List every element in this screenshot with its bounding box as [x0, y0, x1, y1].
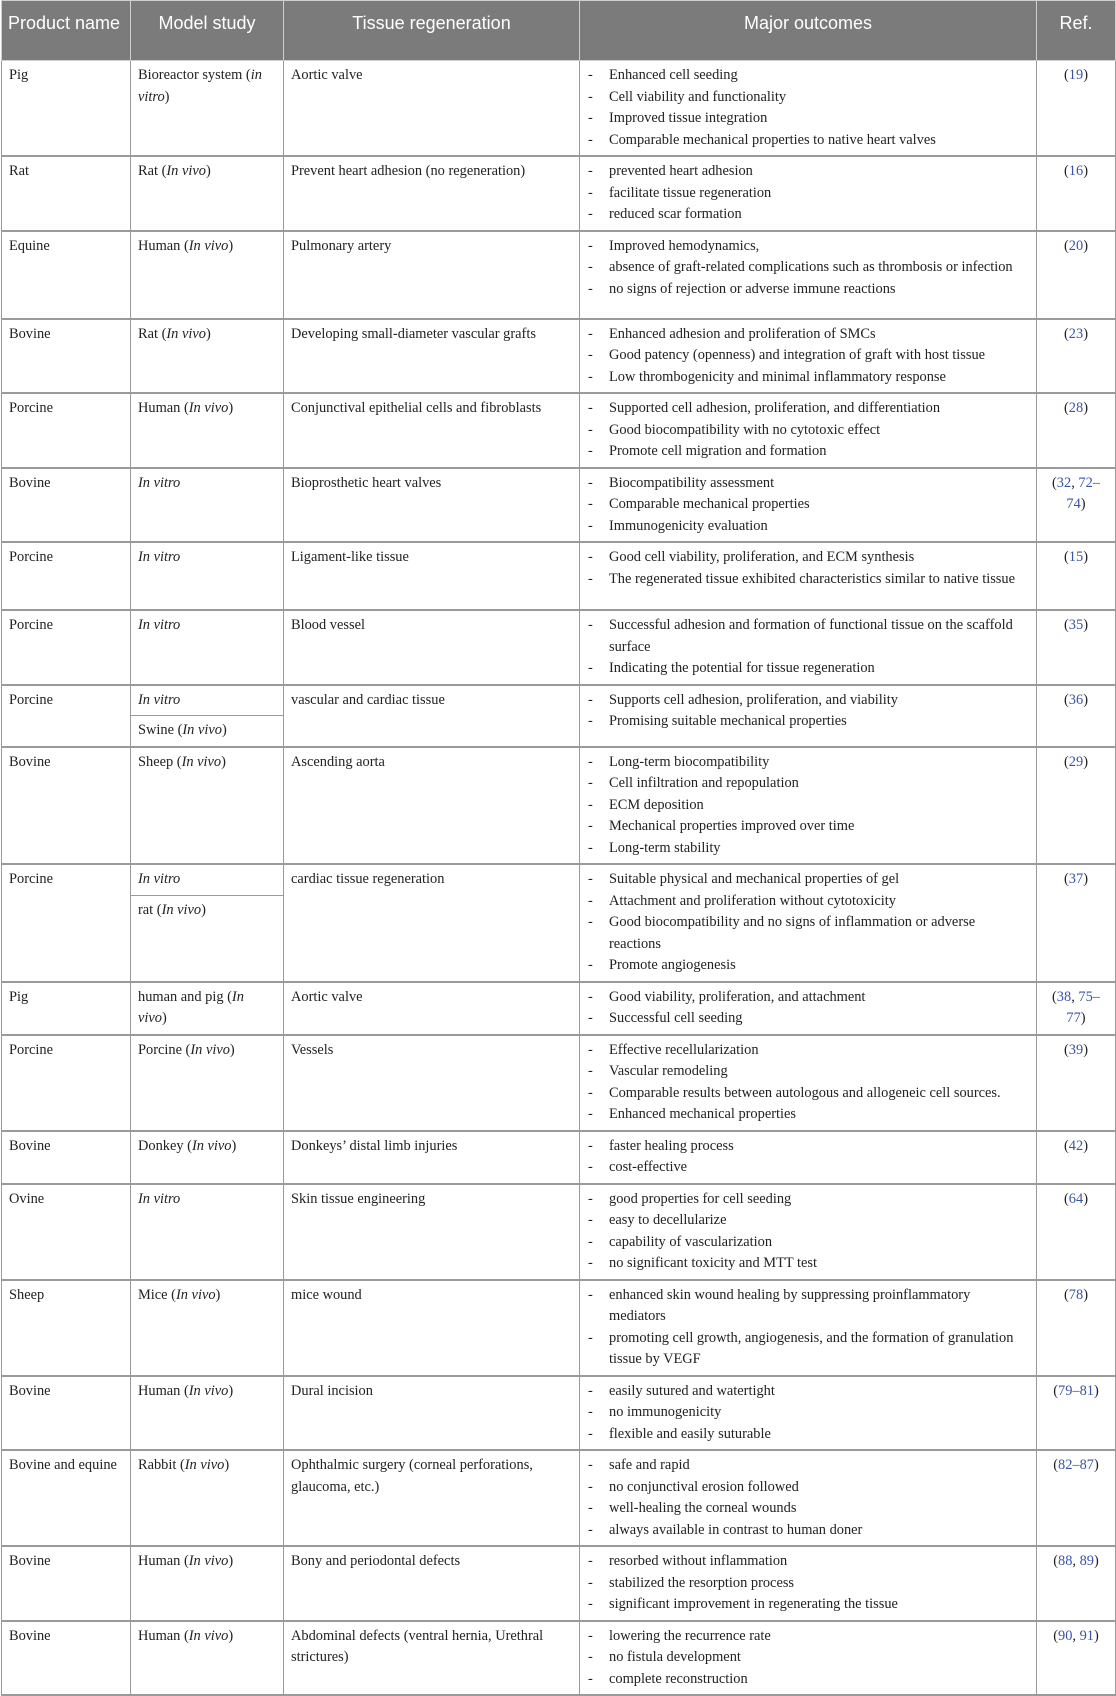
product-cell: Bovine: [2, 1131, 131, 1184]
product-cell: Pig: [2, 982, 131, 1035]
tissue-cell: Ligament-like tissue: [284, 542, 580, 610]
ref-link[interactable]: 82–87: [1058, 1457, 1094, 1473]
ref-cell: (15): [1037, 542, 1116, 610]
italic-text: In vivo: [190, 1041, 230, 1058]
italic-text: In vivo: [188, 1553, 229, 1569]
italic-text: In vivo: [188, 1627, 229, 1644]
outcomes-cell: [580, 542, 1037, 610]
model-cell: Mice (In vivo): [131, 1280, 284, 1376]
product-cell: Pig: [2, 61, 131, 157]
model-cell: Rat (In vivo): [131, 156, 284, 231]
table-row: [2, 1131, 1116, 1184]
table-row: [2, 61, 1116, 157]
outcomes-cell: [580, 1621, 1037, 1696]
italic-text: In vivo: [188, 237, 229, 254]
outcome-item: - no fistula development: [587, 1647, 1029, 1669]
outcome-item: - easy to decellularize: [587, 1210, 1029, 1232]
product-cell: Bovine: [2, 1546, 131, 1621]
outcome-item: - good properties for cell seeding: [587, 1189, 1029, 1211]
outcome-item: - Cell viability and functionality: [587, 87, 1029, 109]
model-cell: Swine (In vivo): [131, 716, 284, 747]
outcome-item: - Promote cell migration and formation: [587, 441, 1029, 463]
outcome-item: - faster healing process: [587, 1136, 1029, 1158]
ref-link[interactable]: 64: [1068, 1190, 1084, 1207]
table-header: [2, 1, 1116, 61]
tissue-cell: Skin tissue engineering: [284, 1184, 580, 1280]
table-row: [2, 1184, 1116, 1280]
italic-text: In vivo: [191, 1137, 232, 1154]
outcome-item: - Mechanical properties improved over time: [587, 816, 1029, 838]
outcomes-list: [587, 1626, 1029, 1691]
ref-link[interactable]: 16: [1068, 163, 1084, 179]
product-cell: Porcine: [2, 542, 131, 610]
product-cell: Porcine: [2, 864, 131, 982]
product-cell: Equine: [2, 231, 131, 319]
ref-link[interactable]: 88: [1058, 1553, 1073, 1569]
product-cell: Porcine: [2, 685, 131, 747]
table-row: [2, 156, 1116, 231]
product-cell: Rat: [2, 156, 131, 231]
product-cell: Ovine: [2, 1184, 131, 1280]
tissue-cell: Prevent heart adhesion (no regeneration): [284, 156, 580, 231]
model-cell: Porcine (In vivo): [131, 1035, 284, 1131]
ref-cell: (78): [1037, 1280, 1116, 1376]
outcomes-cell: [580, 231, 1037, 319]
ref-cell: (88, 89): [1037, 1546, 1116, 1621]
outcomes-cell: [580, 61, 1037, 157]
outcomes-cell: [580, 1376, 1037, 1451]
ref-link[interactable]: 20: [1068, 237, 1084, 254]
italic-text: In vivo: [184, 1457, 225, 1473]
ref-link[interactable]: 90: [1058, 1627, 1073, 1644]
outcome-item: - Effective recellularization: [587, 1040, 1029, 1062]
outcomes-cell: [580, 610, 1037, 685]
outcomes-cell: [580, 156, 1037, 231]
outcomes-list: [587, 324, 1029, 389]
outcome-item: - flexible and easily suturable: [587, 1424, 1029, 1446]
ref-link[interactable]: 37: [1068, 871, 1084, 887]
italic-text: In vivo: [166, 325, 206, 342]
model-cell: [131, 864, 284, 895]
italic-text: In vivo: [175, 1286, 216, 1303]
tissue-cell: vascular and cardiac tissue: [284, 685, 580, 747]
outcome-item: - reduced scar formation: [587, 204, 1029, 226]
model-cell: [131, 542, 284, 610]
ref-link[interactable]: 75–77: [1066, 988, 1100, 1026]
outcomes-list: [587, 161, 1029, 226]
outcome-item: - Cell infiltration and repopulation: [587, 773, 1029, 795]
outcome-item: - Comparable results between autologous and allogeneic cell sources.: [587, 1083, 1029, 1105]
ref-cell: (29): [1037, 747, 1116, 865]
tissue-cell: Ascending aorta: [284, 747, 580, 865]
header-ref: Ref.: [1037, 1, 1116, 61]
italic-text: In vitro: [138, 474, 181, 491]
tissue-cell: Dural incision: [284, 1376, 580, 1451]
outcome-item: - Low thrombogenicity and minimal inflammatory response: [587, 367, 1029, 389]
outcome-item: - facilitate tissue regeneration: [587, 183, 1029, 205]
model-cell: rat (In vivo): [131, 895, 284, 981]
outcomes-list: [587, 987, 1029, 1030]
outcome-item: - safe and rapid: [587, 1455, 1029, 1477]
ref-link[interactable]: 42: [1068, 1137, 1084, 1154]
outcomes-list: [587, 1455, 1029, 1541]
table-row: [2, 685, 1116, 716]
table-row: [2, 1035, 1116, 1131]
header-product: Product name: [2, 1, 131, 61]
outcomes-cell: [580, 468, 1037, 543]
outcomes-cell: [580, 1450, 1037, 1546]
ref-cell: (90, 91): [1037, 1621, 1116, 1696]
outcome-item: - Suitable physical and mechanical properties of gel: [587, 869, 1029, 891]
outcome-item: - Good cell viability, proliferation, and ECM synthesis: [587, 547, 1029, 569]
outcomes-list: [587, 398, 1029, 463]
ref-link[interactable]: 72–74: [1066, 474, 1100, 512]
ref-cell: (82–87): [1037, 1450, 1116, 1546]
outcomes-cell: [580, 864, 1037, 982]
ref-cell: (38, 75–77): [1037, 982, 1116, 1035]
model-cell: Human (In vivo): [131, 1546, 284, 1621]
header-model: Model study: [131, 1, 284, 61]
ref-cell: (20): [1037, 231, 1116, 319]
outcome-item: - prevented heart adhesion: [587, 161, 1029, 183]
italic-text: In vitro: [138, 691, 181, 708]
model-cell: Human (In vivo): [131, 1621, 284, 1696]
product-cell: Bovine: [2, 319, 131, 394]
outcome-item: - Vascular remodeling: [587, 1061, 1029, 1083]
model-cell: [131, 1184, 284, 1280]
table-row: [2, 1376, 1116, 1451]
outcome-item: - Improved tissue integration: [587, 108, 1029, 130]
tissue-cell: Ophthalmic surgery (corneal perforations, glaucoma, etc.): [284, 1450, 580, 1546]
outcomes-cell: [580, 747, 1037, 865]
outcome-item: - absence of graft-related complications such as thrombosis or infection: [587, 257, 1029, 279]
model-cell: Human (In vivo): [131, 393, 284, 468]
outcomes-list: [587, 869, 1029, 977]
outcomes-list: [587, 1285, 1029, 1371]
ref-link[interactable]: 91: [1079, 1627, 1094, 1644]
italic-text: In vitro: [138, 871, 181, 887]
ref-link[interactable]: 19: [1068, 67, 1084, 83]
italic-text: In vivo: [188, 1382, 229, 1399]
outcome-item: - Long-term biocompatibility: [587, 752, 1029, 774]
ref-link[interactable]: 39: [1068, 1041, 1084, 1058]
tissue-cell: cardiac tissue regeneration: [284, 864, 580, 982]
ref-link[interactable]: 89: [1079, 1553, 1094, 1569]
model-cell: Rat (In vivo): [131, 319, 284, 394]
ref-link[interactable]: 15: [1068, 549, 1084, 565]
outcome-item: - capability of vascularization: [587, 1232, 1029, 1254]
ref-link[interactable]: 79–81: [1058, 1382, 1094, 1399]
outcomes-list: [587, 473, 1029, 538]
ref-cell: (16): [1037, 156, 1116, 231]
ref-cell: (37): [1037, 864, 1116, 982]
outcome-item: - cost-effective: [587, 1157, 1029, 1179]
outcome-item: - enhanced skin wound healing by suppressing proinflammatory mediators: [587, 1285, 1029, 1328]
italic-text: In vivo: [188, 400, 229, 416]
product-cell: Bovine: [2, 747, 131, 865]
header-outcomes: Major outcomes: [580, 1, 1037, 61]
italic-text: in vitro: [138, 67, 262, 105]
ref-link[interactable]: 35: [1068, 617, 1084, 633]
ref-link[interactable]: 78: [1068, 1286, 1084, 1303]
table-body: [2, 61, 1116, 1696]
outcome-item: - Comparable mechanical properties to native heart valves: [587, 130, 1029, 152]
table-row: [2, 319, 1116, 394]
italic-text: In vivo: [181, 753, 222, 770]
ref-cell: (42): [1037, 1131, 1116, 1184]
outcomes-list: [587, 1381, 1029, 1446]
outcome-item: - Biocompatibility assessment: [587, 473, 1029, 495]
outcomes-cell: [580, 319, 1037, 394]
outcome-item: - Good viability, proliferation, and attachment: [587, 987, 1029, 1009]
outcome-item: - ECM deposition: [587, 795, 1029, 817]
outcomes-list: [587, 547, 1029, 590]
table-row: [2, 864, 1116, 895]
outcomes-list: [587, 1189, 1029, 1275]
tissue-cell: Donkeys’ distal limb injuries: [284, 1131, 580, 1184]
outcome-item: - Attachment and proliferation without cytotoxicity: [587, 891, 1029, 913]
product-cell: Porcine: [2, 393, 131, 468]
tissue-cell: Bioprosthetic heart valves: [284, 468, 580, 543]
outcome-item: - Supports cell adhesion, proliferation, and viability: [587, 690, 1029, 712]
outcomes-cell: [580, 1131, 1037, 1184]
product-cell: Porcine: [2, 1035, 131, 1131]
ref-link[interactable]: 32: [1056, 474, 1072, 491]
outcome-item: - promoting cell growth, angiogenesis, and the formation of granulation tissue by VEGF: [587, 1328, 1029, 1371]
italic-text: In vivo: [138, 988, 244, 1026]
outcomes-list: [587, 1551, 1029, 1616]
outcome-item: - Indicating the potential for tissue regeneration: [587, 658, 1029, 680]
outcome-item: - Successful cell seeding: [587, 1008, 1029, 1030]
table-row: [2, 1546, 1116, 1621]
tissue-cell: Developing small-diameter vascular grafts: [284, 319, 580, 394]
ref-link[interactable]: 28: [1068, 400, 1084, 416]
italic-text: In vivo: [166, 163, 206, 179]
ref-cell: (32, 72–74): [1037, 468, 1116, 543]
product-cell: Bovine and equine: [2, 1450, 131, 1546]
product-cell: Bovine: [2, 1376, 131, 1451]
outcomes-cell: [580, 1184, 1037, 1280]
ref-cell: (64): [1037, 1184, 1116, 1280]
table-row: [2, 1280, 1116, 1376]
product-cell: Sheep: [2, 1280, 131, 1376]
model-cell: Human (In vivo): [131, 1376, 284, 1451]
italic-text: In vivo: [182, 722, 222, 738]
outcome-item: - Promising suitable mechanical properties: [587, 711, 1029, 733]
ref-cell: (35): [1037, 610, 1116, 685]
outcome-item: - significant improvement in regenerating the tissue: [587, 1594, 1029, 1616]
outcomes-cell: [580, 1546, 1037, 1621]
outcome-item: - Comparable mechanical properties: [587, 494, 1029, 516]
tissue-cell: Blood vessel: [284, 610, 580, 685]
ref-link[interactable]: 29: [1068, 753, 1084, 770]
outcome-item: - Enhanced cell seeding: [587, 65, 1029, 87]
outcome-item: - Enhanced mechanical properties: [587, 1104, 1029, 1126]
table-row: [2, 982, 1116, 1035]
product-cell: Bovine: [2, 1621, 131, 1696]
product-cell: Porcine: [2, 610, 131, 685]
outcome-item: - no significant toxicity and MTT test: [587, 1253, 1029, 1275]
outcome-item: - Long-term stability: [587, 838, 1029, 860]
outcome-item: - Good biocompatibility with no cytotoxic effect: [587, 420, 1029, 442]
outcome-item: - The regenerated tissue exhibited characteristics similar to native tissue: [587, 569, 1029, 591]
table-row: [2, 231, 1116, 319]
table-row: [2, 468, 1116, 543]
model-cell: Sheep (In vivo): [131, 747, 284, 865]
italic-text: In vitro: [138, 549, 181, 565]
model-cell: [131, 468, 284, 543]
outcome-item: - Promote angiogenesis: [587, 955, 1029, 977]
table-row: [2, 542, 1116, 610]
ref-link[interactable]: 23: [1068, 325, 1084, 342]
outcome-item: - Supported cell adhesion, proliferation, and differentiation: [587, 398, 1029, 420]
model-cell: human and pig (In vivo): [131, 982, 284, 1035]
outcomes-list: [587, 1136, 1029, 1179]
italic-text: In vitro: [138, 1190, 181, 1207]
outcomes-cell: [580, 393, 1037, 468]
outcome-item: - no conjunctival erosion followed: [587, 1477, 1029, 1499]
outcomes-list: [587, 1040, 1029, 1126]
outcome-item: - Good patency (openness) and integration of graft with host tissue: [587, 345, 1029, 367]
outcome-item: - Good biocompatibility and no signs of inflammation or adverse reactions: [587, 912, 1029, 955]
outcome-item: - easily sutured and watertight: [587, 1381, 1029, 1403]
outcome-item: - no signs of rejection or adverse immune reactions: [587, 279, 1029, 301]
model-cell: Rabbit (In vivo): [131, 1450, 284, 1546]
outcome-item: - no immunogenicity: [587, 1402, 1029, 1424]
tissue-cell: mice wound: [284, 1280, 580, 1376]
outcome-item: - always available in contrast to human doner: [587, 1520, 1029, 1542]
outcomes-cell: [580, 982, 1037, 1035]
model-cell: Donkey (In vivo): [131, 1131, 284, 1184]
outcome-item: - well-healing the corneal wounds: [587, 1498, 1029, 1520]
tissue-cell: Vessels: [284, 1035, 580, 1131]
table-row: [2, 1621, 1116, 1696]
outcome-item: - resorbed without inflammation: [587, 1551, 1029, 1573]
ref-cell: (28): [1037, 393, 1116, 468]
ref-link[interactable]: 36: [1068, 691, 1084, 708]
ref-cell: (36): [1037, 685, 1116, 747]
model-cell: [131, 610, 284, 685]
tissue-cell: Aortic valve: [284, 982, 580, 1035]
tissue-cell: Aortic valve: [284, 61, 580, 157]
tissue-cell: Bony and periodontal defects: [284, 1546, 580, 1621]
italic-text: In vitro: [138, 617, 181, 633]
tissue-cell: Conjunctival epithelial cells and fibroblasts: [284, 393, 580, 468]
header-tissue: Tissue regeneration: [284, 1, 580, 61]
outcome-item: - Successful adhesion and formation of functional tissue on the scaffold surface: [587, 615, 1029, 658]
outcome-item: - Enhanced adhesion and proliferation of SMCs: [587, 324, 1029, 346]
outcome-item: - stabilized the resorption process: [587, 1573, 1029, 1595]
tissue-cell: Abdominal defects (ventral hernia, Urethral strictures): [284, 1621, 580, 1696]
table-row: [2, 747, 1116, 865]
ref-cell: (19): [1037, 61, 1116, 157]
outcomes-list: [587, 236, 1029, 301]
ref-cell: (23): [1037, 319, 1116, 394]
outcomes-cell: [580, 1035, 1037, 1131]
header-row: [2, 1, 1116, 61]
outcomes-cell: [580, 685, 1037, 747]
outcome-item: - complete reconstruction: [587, 1669, 1029, 1691]
ref-link[interactable]: 38: [1056, 988, 1072, 1005]
ref-cell: (39): [1037, 1035, 1116, 1131]
outcomes-list: [587, 615, 1029, 680]
table-row: [2, 610, 1116, 685]
model-cell: Human (In vivo): [131, 231, 284, 319]
product-cell: Bovine: [2, 468, 131, 543]
outcomes-cell: [580, 1280, 1037, 1376]
outcome-item: - lowering the recurrence rate: [587, 1626, 1029, 1648]
italic-text: In vivo: [161, 901, 202, 918]
model-cell: [131, 685, 284, 716]
outcomes-list: [587, 65, 1029, 151]
outcome-item: - Improved hemodynamics,: [587, 236, 1029, 258]
tissue-cell: Pulmonary artery: [284, 231, 580, 319]
outcomes-list: [587, 752, 1029, 860]
table-row: [2, 1450, 1116, 1546]
outcomes-table: [1, 0, 1116, 1696]
ref-cell: (79–81): [1037, 1376, 1116, 1451]
table-row: [2, 393, 1116, 468]
outcomes-list: [587, 690, 1029, 733]
model-cell: Bioreactor system (in vitro): [131, 61, 284, 157]
outcome-item: - Immunogenicity evaluation: [587, 516, 1029, 538]
